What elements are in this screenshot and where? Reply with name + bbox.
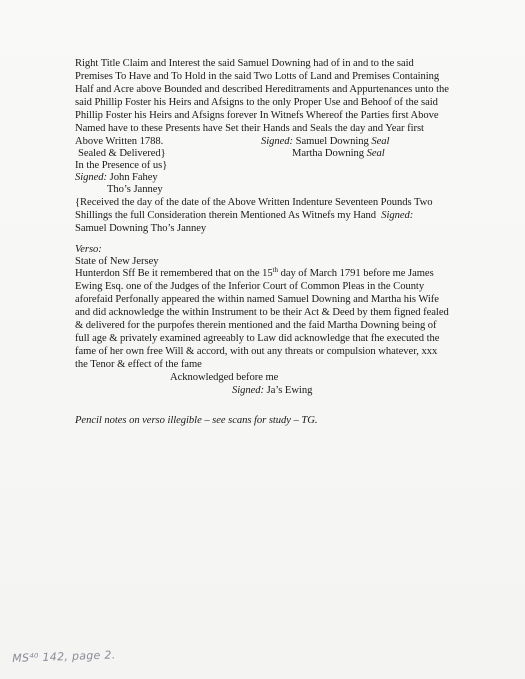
verso-line-1: State of New Jersey [75,256,159,267]
deed-line-5: Phillip Foster his Heirs and Afsigns forever In Witnefs Whereof the Parties first Above [75,110,439,121]
signatory-name: Martha Downing [292,148,364,159]
acknowledged-line: Acknowledged before me [170,372,279,383]
signed-label: Signed: [75,172,108,183]
verso-line-6: & delivered for the purpofes therein mentioned and the faid Martha Downing being of [75,320,437,331]
signature-martha [292,148,385,160]
receipt-line-3: Samuel Downing Tho’s Janney [75,223,207,234]
sealed-delivered: Sealed & Delivered} [78,148,166,159]
verso-text: Hunterdon Sff Be it remembered that on the 15 [75,268,273,279]
seal-label: Seal [366,148,385,159]
deed-line-1: Right Title Claim and Interest the said Samuel Downing had of in and to the said [75,58,414,69]
deed-line-4: said Phillip Foster his Heirs and Afsigns to the only Proper Use and Behoof of the said [75,97,438,108]
verso-heading: Verso: [75,244,102,255]
witness-name: John Fahey [109,172,158,183]
signed-label: Signed: [261,136,294,147]
ewing-signature [232,385,312,397]
verso-text: day of March 1791 before me James [277,268,434,279]
receipt-line-2 [75,210,413,222]
witness-name-2: Tho’s Janney [107,184,163,195]
verso-line-7: full age & privately examined agreeably to Law did acknowledge that fhe executed the [75,333,440,344]
signatory-name: Samuel Downing [295,136,369,147]
pencil-annotation: MS⁴⁰ 142, page 2. [12,648,116,665]
signature-samuel [261,136,389,148]
verso-line-8: fame of her own free Will & accord, with out any threats or compulsion whatever, xxx [75,346,438,357]
signatory-name: Ja’s Ewing [266,385,313,396]
deed-line-3: Half and Acre above Bounded and described Hereditraments and Appurtenances unto the [75,84,449,95]
verso-line-9: the Tenor & effect of the fame [75,359,202,370]
ordinal-suffix: th [272,266,278,274]
signed-label: Signed: [381,210,414,221]
deed-line-6: Named have to these Presents have Set their Hands and Seals the day and Year first [75,123,424,134]
verso-line-3: Ewing Esq. one of the Judges of the Inferior Court of Common Pleas in the County [75,281,425,292]
verso-line-5: and did acknowledge the within Instrument to be their Act & Deed by them figned fealed [75,307,449,318]
transcriber-note: Pencil notes on verso illegible – see scans for study – TG. [75,415,318,426]
verso-line-4: aforefaid Perfonally appeared the within named Samuel Downing and Martha his Wife [75,294,439,305]
signed-label: Signed: [232,385,265,396]
receipt-line-1: {Received the day of the date of the Above Written Indenture Seventeen Pounds Two [75,197,433,208]
in-presence-line: In the Presence of us} [75,160,168,171]
deed-line-7: Above Written 1788. [75,136,164,147]
verso-line-2 [75,268,434,280]
seal-label: Seal [371,136,390,147]
receipt-text: Shillings the full Consideration therein Mentioned As Witnefs my Hand [75,210,377,221]
witness-line [75,172,158,184]
deed-line-2: Premises To Have and To Hold in the said Two Lotts of Land and Premises Containing [75,71,440,82]
